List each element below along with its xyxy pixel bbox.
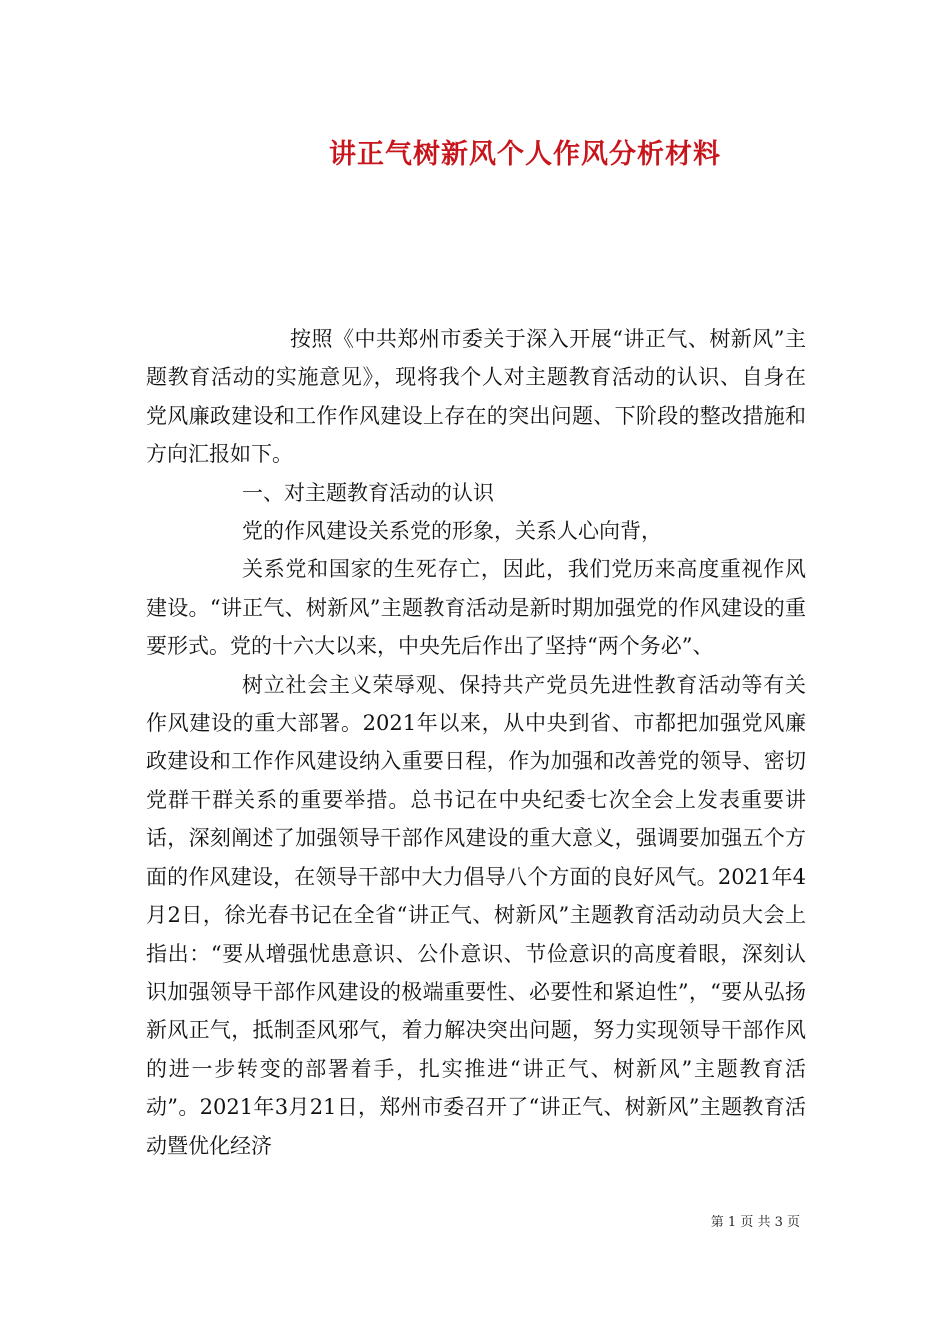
page-number: 第 1 页 共 3 页 <box>710 1215 800 1230</box>
section-heading: 一、对主题教育活动的认识 <box>242 480 494 505</box>
paragraph-line: 党的作风建设关系党的形象，关系人心向背， <box>242 519 662 544</box>
document-body <box>146 320 806 1165</box>
paragraph-line: 树立社会主义荣辱观、保持共产党员先进性教育活动等有关作风建设的重大部署。2021年以来，从中央到省、市都把加强党风廉政建设和工作作风建设纳入重要日程，作为加强和改善党的领导、密切党群干群关系的重要举措。总书记在中央纪委七次全会上发表重要讲话，深刻阐述了加强领导干部作风建设的重大意义，强调要加强五个方面的作风建设，在领导干部中大力倡导八个方面的良好风气。2021年4月2日，徐光春书记在全省“讲正气、树新风”主题教育活动动员大会上指出：“要从增强忧患意识、公仆意识、节俭意识的高度着眼，深刻认识加强领导干部作风建设的极端重要性、必要性和紧迫性”，“要从弘扬新风正气，抵制歪风邪气，着力解决突出问题，努力实现领导干部作风的进一步转变的部署着手，扎实推进“讲正气、树新风”主题教育活动”。2021年3月21日，郑州市委召开了“讲正气、树新风”主题教育活动暨优化经济 <box>146 672 806 1158</box>
document-title: 讲正气树新风个人作风分析材料 <box>329 139 721 170</box>
paragraph-intro: 按照《中共郑州市委关于深入开展“讲正气、树新风”主题教育活动的实施意见》，现将我个人对主题教育活动的认识、自身在党风廉政建设和工作作风建设上存在的突出问题、下阶段的整改措施和方向汇报如下。 <box>146 327 806 467</box>
paragraph-line: 关系党和国家的生死存亡，因此，我们党历来高度重视作风建设。“讲正气、树新风”主题教育活动是新时期加强党的作风建设的重要形式。党的十六大以来，中央先后作出了坚持“两个务必”、 <box>146 557 806 659</box>
